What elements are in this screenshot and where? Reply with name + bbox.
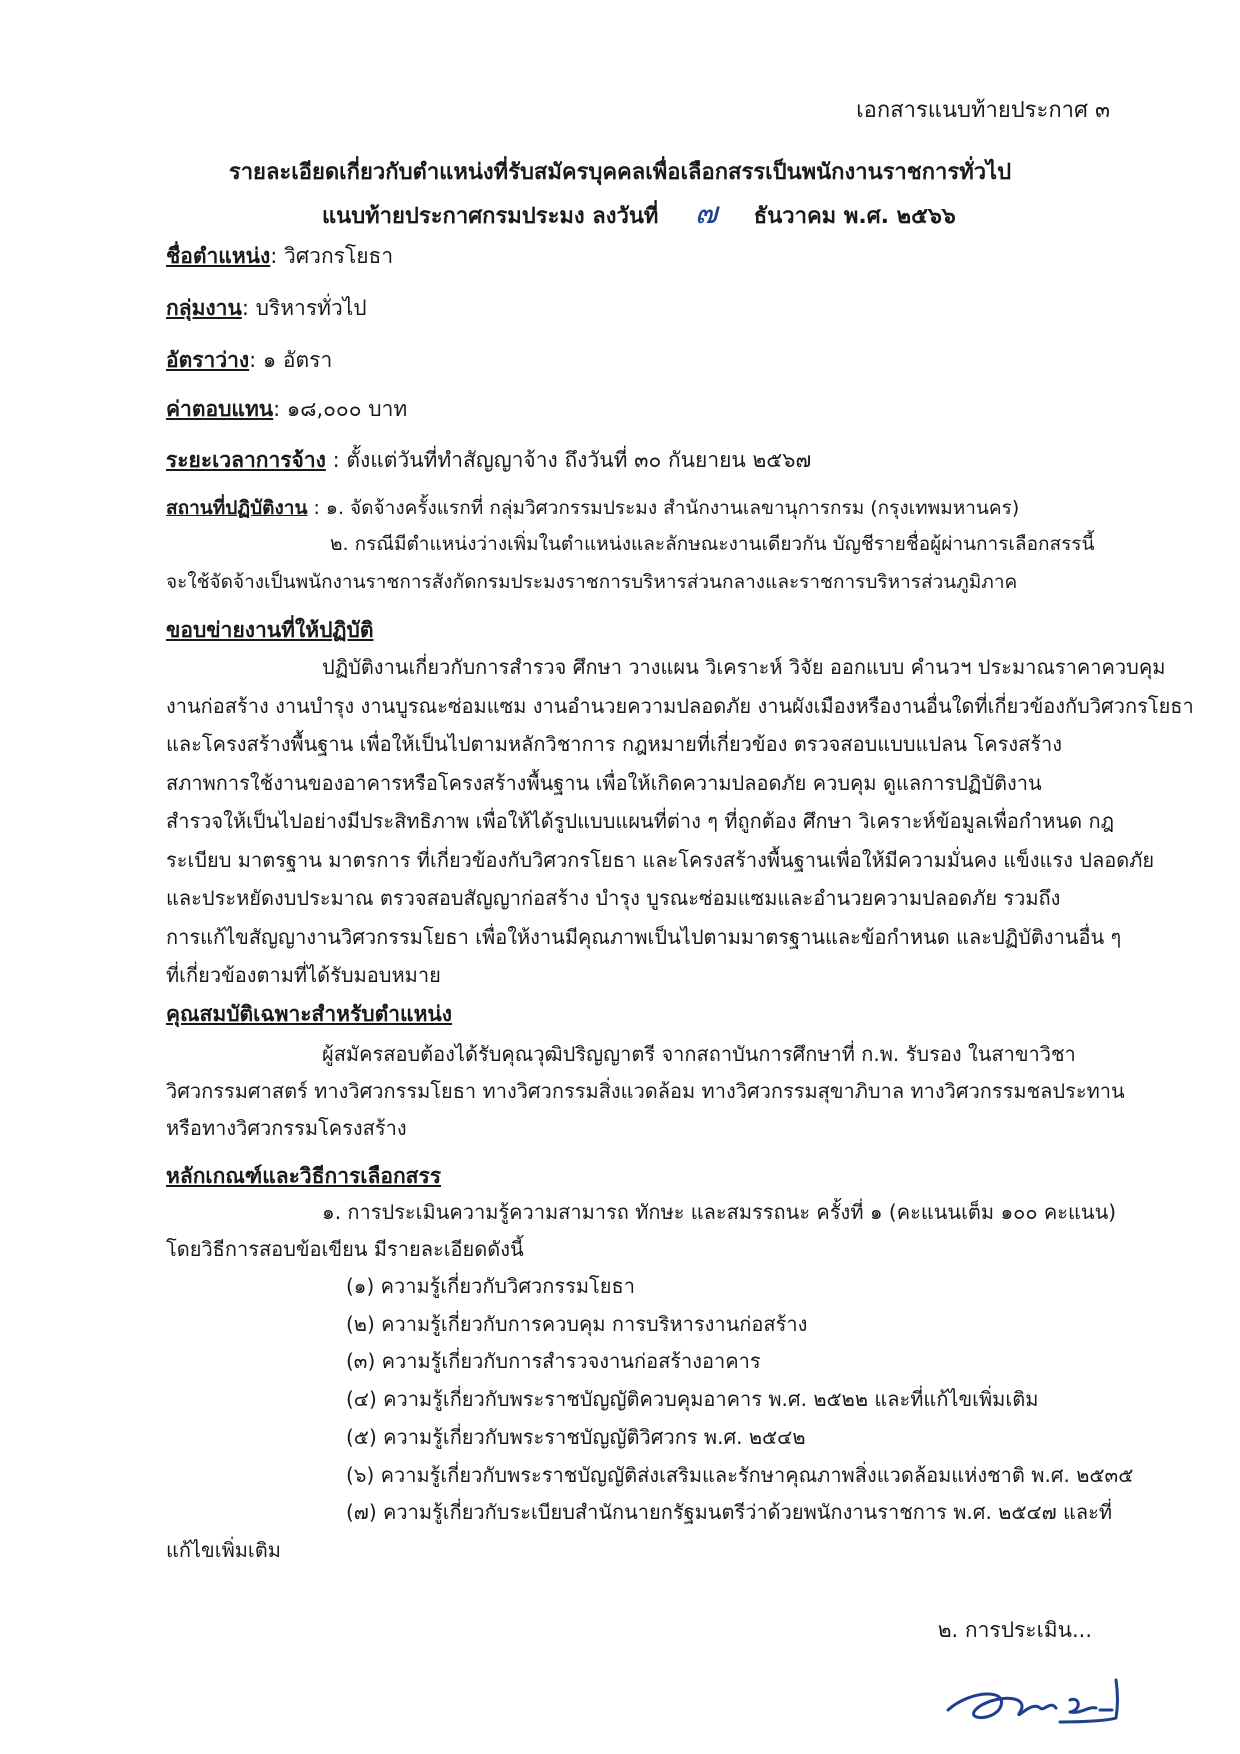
group-value: : บริหารทั่วไป [241, 296, 367, 320]
subtitle-prefix: แนบท้ายประกาศกรมประมง ลงวันที่ [322, 204, 659, 229]
subtitle-day: ๗ [694, 196, 718, 231]
criteria-item-line: (๖) ความรู้เกี่ยวกับพระราชบัญญัติส่งเสริมและรักษาคุณภาพสิ่งแวดล้อมแห่งชาติ พ.ศ. ๒๕๓๕ [346, 1462, 1134, 1487]
workplace-value: : ๑. จัดจ้างครั้งแรกที่ กลุ่มวิศวกรรมประมง สำนักงานเลขานุการกรม (กรุงเทพมหานคร) [307, 497, 1020, 519]
scope-line: สภาพการใช้งานของอาคารหรือโครงสร้างพื้นฐาน เพื่อให้เกิดความปลอดภัย ควบคุม ดูแลการปฏิบัติงาน [166, 770, 1042, 795]
workplace-label: สถานที่ปฏิบัติงาน [166, 497, 308, 519]
position-value: : วิศวกรโยธา [270, 244, 394, 268]
vacancy-value: : ๑ อัตรา [249, 348, 333, 372]
scope-line: ระเบียบ มาตรฐาน มาตรการ ที่เกี่ยวข้องกับวิศวกรโยธา และโครงสร้างพื้นฐานเพื่อให้มีความมั่นคง แข็งแรง ปลอดภัย [166, 847, 1155, 872]
qualification-line: หรือทางวิศวกรรมโครงสร้าง [166, 1116, 407, 1140]
vacancy-label: อัตราว่าง [166, 348, 250, 372]
criteria-item-line: (๒) ความรู้เกี่ยวกับการควบคุม การบริหารงานก่อสร้าง [346, 1311, 808, 1336]
scope-line: งานก่อสร้าง งานบำรุง งานบูรณะซ่อมแซม งานอำนวยความปลอดภัย งานผังเมืองหรืองานอื่นใดที่เกี่ยวข้องกับวิศวกรโยธา [166, 693, 1194, 718]
field-workplace [166, 497, 1019, 520]
attachment-label: เอกสารแนบท้ายประกาศ ๓ [856, 98, 1110, 123]
page-continuation: ๒. การประเมิน... [937, 1618, 1092, 1642]
scope-heading: ขอบข่ายงานที่ให้ปฏิบัติ [166, 618, 374, 642]
scope-line: การแก้ไขสัญญางานวิศวกรรมโยธา เพื่อให้งานมีคุณภาพเป็นไปตามมาตรฐานและข้อกำหนด และปฏิบัติงานอื่น ๆ [166, 924, 1122, 949]
criteria-item-7-continuation: แก้ไขเพิ่มเติม [166, 1538, 281, 1562]
field-pay [166, 397, 407, 422]
field-position [166, 244, 393, 269]
document-subtitle [322, 196, 956, 232]
group-label: กลุ่มงาน [166, 296, 242, 320]
document-title: รายละเอียดเกี่ยวกับตำแหน่งที่รับสมัครบุคคลเพื่อเลือกสรรเป็นพนักงานราชการทั่วไป [228, 160, 1012, 185]
criteria-intro-line-2: โดยวิธีการสอบข้อเขียน มีรายละเอียดดังนี้ [166, 1237, 524, 1261]
scope-line: และโครงสร้างพื้นฐาน เพื่อให้เป็นไปตามหลักวิชาการ กฎหมายที่เกี่ยวข้อง ตรวจสอบแบบแปลน โครงสร้าง [166, 732, 1063, 756]
field-group [166, 296, 367, 321]
criteria-item-line: (๔) ความรู้เกี่ยวกับพระราชบัญญัติควบคุมอาคาร พ.ศ. ๒๕๒๒ และที่แก้ไขเพิ่มเติม [346, 1387, 1039, 1412]
pay-label: ค่าตอบแทน [166, 397, 274, 421]
signature-image [940, 1660, 1140, 1732]
qualification-line: วิศวกรรมศาสตร์ ทางวิศวกรรมโยธา ทางวิศวกรรมสิ่งแวดล้อม ทางวิศวกรรมสุขาภิบาล ทางวิศวกรรมชลประทาน [166, 1079, 1125, 1103]
criteria-item-line: (๗) ความรู้เกี่ยวกับระเบียบสำนักนายกรัฐมนตรีว่าด้วยพนักงานราชการ พ.ศ. ๒๕๔๗ และที่ [346, 1500, 1113, 1525]
field-vacancy [166, 348, 332, 373]
criteria-heading: หลักเกณฑ์และวิธีการเลือกสรร [166, 1164, 442, 1188]
workplace-line-2: ๒. กรณีมีตำแหน่งว่างเพิ่มในตำแหน่งและลักษณะงานเดียวกัน บัญชีรายชื่อผู้ผ่านการเลือกสรรนี้ [330, 533, 1095, 555]
criteria-item-line: (๓) ความรู้เกี่ยวกับการสำรวจงานก่อสร้างอาคาร [346, 1349, 761, 1374]
criteria-item-line: (๑) ความรู้เกี่ยวกับวิศวกรรมโยธา [346, 1274, 635, 1298]
position-label: ชื่อตำแหน่ง [166, 244, 271, 268]
workplace-line-3: จะใช้จัดจ้างเป็นพนักงานราชการสังกัดกรมประมงราชการบริหารส่วนกลางและราชการบริหารส่วนภูมิภาค [166, 571, 1018, 593]
field-period [166, 448, 811, 473]
qualification-line: ผู้สมัครสอบต้องได้รับคุณวุฒิปริญญาตรี จากสถาบันการศึกษาที่ ก.พ. รับรอง ในสาขาวิชา [322, 1042, 1076, 1066]
subtitle-suffix: ธันวาคม พ.ศ. ๒๕๖๖ [753, 204, 956, 229]
scope-line: ปฏิบัติงานเกี่ยวกับการสำรวจ ศึกษา วางแผน วิเคราะห์ วิจัย ออกแบบ คำนวฯ ประมาณราคาควบคุม [322, 655, 1166, 679]
period-value: : ตั้งแต่วันที่ทำสัญญาจ้าง ถึงวันที่ ๓๐ กันยายน ๒๕๖๗ [325, 448, 812, 472]
period-label: ระยะเวลาการจ้าง [166, 448, 326, 472]
criteria-intro-line-1: ๑. การประเมินความรู้ความสามารถ ทักษะ และสมรรถนะ ครั้งที่ ๑ (คะแนนเต็ม ๑๐๐ คะแนน) [322, 1200, 1117, 1224]
scope-line: สำรวจให้เป็นไปอย่างมีประสิทธิภาพ เพื่อให้ได้รูปแบบแผนที่ต่าง ๆ ที่ถูกต้อง ศึกษา วิเคราะห์ข้อมูลเพื่อกำหนด กฎ [166, 809, 1115, 833]
scope-line: ที่เกี่ยวข้องตามที่ได้รับมอบหมาย [166, 963, 441, 987]
pay-value: : ๑๘,๐๐๐ บาท [273, 397, 408, 421]
criteria-item-line: (๕) ความรู้เกี่ยวกับพระราชบัญญัติวิศวกร พ.ศ. ๒๕๔๒ [346, 1424, 806, 1449]
scope-line: และประหยัดงบประมาณ ตรวจสอบสัญญาก่อสร้าง บำรุง บูรณะซ่อมแซมและอำนวยความปลอดภัย รวมถึง [166, 886, 1061, 910]
qualifications-heading: คุณสมบัติเฉพาะสำหรับตำแหน่ง [166, 1002, 453, 1026]
